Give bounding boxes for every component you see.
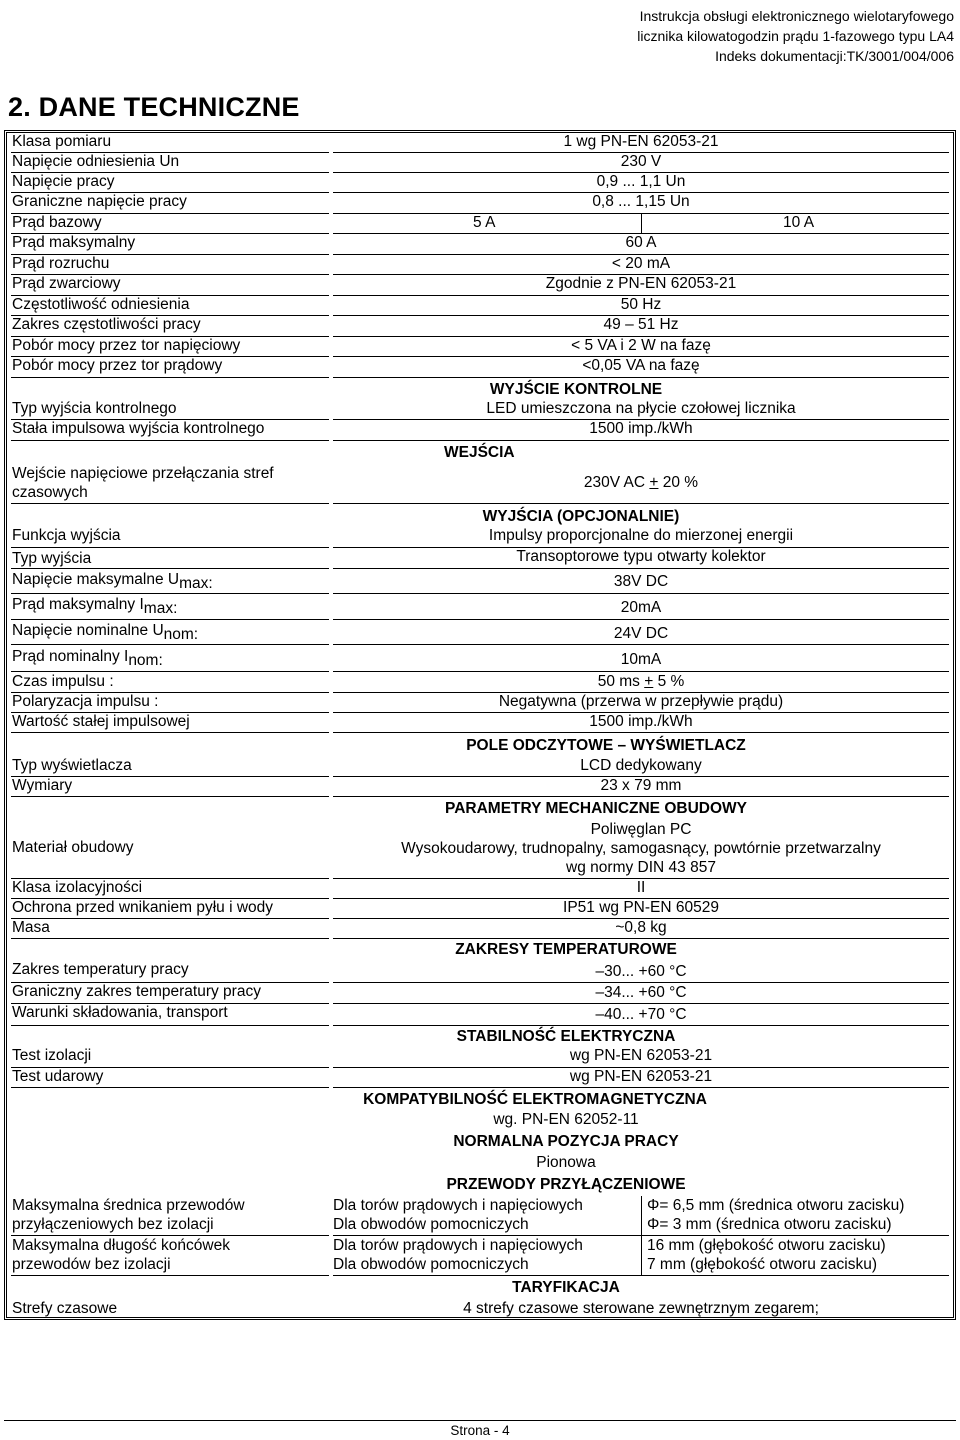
label-text: Napięcie maksymalne U bbox=[12, 571, 180, 588]
value-line-2: Wysokoudarowy, trudnopalny, samogasnący, powtórnie przetwarzalny bbox=[401, 840, 881, 857]
value: –30... +60 °C bbox=[333, 961, 949, 983]
value bbox=[333, 464, 949, 504]
row-srednica-przewodow bbox=[11, 1196, 949, 1236]
footer-divider bbox=[4, 1420, 956, 1421]
section-kompatybilnosc bbox=[333, 1091, 949, 1109]
value: 23 x 79 mm bbox=[333, 777, 949, 797]
value bbox=[333, 1236, 949, 1276]
value: 10mA bbox=[333, 645, 949, 672]
row-ochrona bbox=[11, 899, 949, 919]
row-prad-maksymalny-imax bbox=[11, 594, 949, 620]
value: 50 Hz bbox=[333, 296, 949, 316]
value: Transoptorowe typu otwarty kolektor bbox=[333, 548, 949, 569]
value: –40... +70 °C bbox=[333, 1004, 949, 1026]
row-napiecie-odniesienia bbox=[11, 153, 949, 173]
label bbox=[11, 569, 329, 594]
section-pole-odczytowe bbox=[333, 737, 949, 755]
section-title: WYJŚCIE KONTROLNE bbox=[489, 381, 663, 398]
section-parametry-mechaniczne bbox=[333, 800, 949, 818]
value: ~0,8 kg bbox=[333, 919, 949, 939]
row-prad-maksymalny bbox=[11, 234, 949, 255]
label: Klasa pomiaru bbox=[11, 133, 329, 153]
row-test-izolacji bbox=[11, 1047, 949, 1068]
value: < 20 mA bbox=[333, 255, 949, 275]
row-klasa-izolacyjnosci bbox=[11, 879, 949, 899]
label: Typ wyświetlacza bbox=[11, 757, 329, 777]
label: Masa bbox=[11, 919, 329, 939]
value: II bbox=[333, 879, 949, 899]
label: Typ wyjścia bbox=[11, 548, 329, 569]
row-material-obudowy bbox=[11, 820, 949, 879]
value bbox=[333, 214, 949, 234]
pozycja-wartosc bbox=[333, 1154, 949, 1172]
label bbox=[11, 1196, 329, 1236]
section-zakresy-temperaturowe bbox=[333, 941, 949, 959]
row-polaryzacja-impulsu bbox=[11, 693, 949, 713]
row-napiecie-pracy bbox=[11, 173, 949, 193]
label bbox=[11, 620, 329, 645]
label: Klasa izolacyjności bbox=[11, 879, 329, 899]
value-line-1: Poliwęglan PC bbox=[590, 821, 692, 838]
row-dlugosc-koncowek bbox=[11, 1236, 949, 1276]
label: Wymiary bbox=[11, 777, 329, 797]
label-subscript: nom: bbox=[128, 652, 163, 669]
row-prad-nominalny bbox=[11, 645, 949, 672]
label: Test udarowy bbox=[11, 1068, 329, 1088]
row-czas-impulsu bbox=[11, 673, 949, 693]
section-title: POLE ODCZYTOWE – WYŚWIETLACZ bbox=[466, 737, 746, 754]
row-napiecie-maksymalne bbox=[11, 569, 949, 594]
value: –34... +60 °C bbox=[333, 983, 949, 1004]
divider bbox=[641, 1196, 642, 1235]
row-prad-zwarciowy bbox=[11, 275, 949, 296]
value-main: 230V AC bbox=[583, 474, 650, 491]
value: IP51 wg PN-EN 60529 bbox=[333, 899, 949, 919]
label-line-2: przyłączeniowych bez izolacji bbox=[12, 1216, 214, 1233]
cell-obwody-value: 7 mm (głębokość otworu zacisku) bbox=[647, 1256, 877, 1273]
label-text: Prąd maksymalny I bbox=[12, 596, 144, 613]
section-title: STABILNOŚĆ ELEKTRYCZNA bbox=[456, 1028, 676, 1045]
value-tail: 5 % bbox=[653, 673, 685, 690]
label bbox=[11, 594, 329, 620]
label: Czas impulsu : bbox=[11, 673, 329, 693]
value: LCD dedykowany bbox=[333, 757, 949, 777]
label bbox=[11, 645, 329, 672]
label: Napięcie pracy bbox=[11, 173, 329, 193]
label: Prąd bazowy bbox=[11, 214, 329, 234]
value: 1 wg PN-EN 62053-21 bbox=[333, 133, 949, 153]
value: wg PN-EN 62053-21 bbox=[333, 1068, 949, 1088]
value: <0,05 VA na fazę bbox=[333, 357, 949, 378]
label: Zakres temperatury pracy bbox=[11, 961, 329, 983]
value: Pionowa bbox=[536, 1154, 596, 1171]
section-title: TARYFIKACJA bbox=[512, 1279, 620, 1296]
row-funkcja-wyjscia bbox=[11, 527, 949, 548]
row-strefy-czasowe bbox=[11, 1298, 949, 1320]
cell-tory-value: 16 mm (głębokość otworu zacisku) bbox=[647, 1237, 886, 1254]
cell-obwody-label: Dla obwodów pomocniczych bbox=[333, 1256, 529, 1273]
section-wyjscia-opcjonalnie bbox=[333, 508, 949, 526]
label: Zakres częstotliwości pracy bbox=[11, 316, 329, 337]
row-napiecie-nominalne bbox=[11, 620, 949, 645]
cell-tory-label: Dla torów prądowych i napięciowych bbox=[333, 1197, 583, 1214]
label: Napięcie odniesienia Un bbox=[11, 153, 329, 173]
cell-tory-label: Dla torów prądowych i napięciowych bbox=[333, 1237, 583, 1254]
plus-minus: + bbox=[649, 474, 659, 491]
value: wg. PN-EN 62052-11 bbox=[493, 1111, 639, 1128]
divider bbox=[641, 214, 642, 233]
header-line-2: licznika kilowatogodzin prądu 1-fazowego typu LA4 bbox=[637, 28, 954, 44]
page-title: 2. DANE TECHNICZNE bbox=[8, 92, 300, 122]
value: Zgodnie z PN-EN 62053-21 bbox=[333, 275, 949, 296]
value bbox=[333, 1196, 949, 1236]
value: 38V DC bbox=[333, 569, 949, 594]
row-pobor-napieciowy bbox=[11, 337, 949, 357]
row-warunki-skladowania bbox=[11, 1004, 949, 1026]
value: 24V DC bbox=[333, 620, 949, 645]
label: Materiał obudowy bbox=[11, 820, 329, 879]
section-title: WYJŚCIA (OPCJONALNIE) bbox=[482, 508, 680, 525]
label: Prąd zwarciowy bbox=[11, 275, 329, 296]
value: 230 V bbox=[333, 153, 949, 173]
row-klasa-pomiaru bbox=[11, 133, 949, 153]
row-zakres-temperatury-pracy bbox=[11, 961, 949, 983]
value: 20mA bbox=[333, 594, 949, 620]
label-text: Prąd nominalny I bbox=[12, 648, 129, 665]
header-line-3: Indeks dokumentacji:TK/3001/004/006 bbox=[715, 48, 954, 64]
section-title: NORMALNA POZYCJA PRACY bbox=[453, 1133, 679, 1150]
row-wejscie-napieciowe bbox=[11, 464, 949, 504]
row-prad-bazowy bbox=[11, 214, 949, 234]
section-title: KOMPATYBILNOŚĆ ELEKTROMAGNETYCZNA bbox=[363, 1091, 707, 1108]
value: 0,8 ... 1,15 Un bbox=[333, 193, 949, 214]
technical-data-table bbox=[4, 130, 956, 1320]
section-wejscia: WEJŚCIA bbox=[444, 444, 515, 461]
label: Prąd rozruchu bbox=[11, 255, 329, 275]
divider bbox=[641, 1236, 642, 1275]
row-test-udarowy bbox=[11, 1068, 949, 1088]
row-typ-wyswietlacza bbox=[11, 757, 949, 777]
value: 49 – 51 Hz bbox=[333, 316, 949, 337]
label: Prąd maksymalny bbox=[11, 234, 329, 255]
kompatybilnosc-norma bbox=[333, 1111, 949, 1129]
page-number: Strona - 4 bbox=[450, 1423, 510, 1438]
value: 1500 imp./kWh bbox=[333, 420, 949, 441]
section-title: PARAMETRY MECHANICZNE OBUDOWY bbox=[445, 800, 747, 817]
value: 0,9 ... 1,1 Un bbox=[333, 173, 949, 193]
value bbox=[333, 673, 949, 693]
label: Stała impulsowa wyjścia kontrolnego bbox=[11, 420, 329, 441]
value: wg PN-EN 62053-21 bbox=[333, 1047, 949, 1068]
value: < 5 VA i 2 W na fazę bbox=[333, 337, 949, 357]
section-przewody bbox=[333, 1176, 949, 1194]
section-pozycja-pracy bbox=[333, 1133, 949, 1151]
label: Funkcja wyjścia bbox=[11, 527, 329, 548]
section-title: ZAKRESY TEMPERATUROWE bbox=[455, 941, 677, 958]
label: Wartość stałej impulsowej bbox=[11, 713, 329, 733]
label: Polaryzacja impulsu : bbox=[11, 693, 329, 713]
value: 60 A bbox=[333, 234, 949, 255]
label bbox=[11, 1236, 329, 1276]
row-prad-rozruchu bbox=[11, 255, 949, 275]
label-line-1: Wejście napięciowe przełączania stref bbox=[12, 465, 274, 482]
label-line-1: Maksymalna średnica przewodów bbox=[12, 1197, 245, 1214]
label-line-2: przewodów bez izolacji bbox=[12, 1256, 171, 1273]
label: Graniczny zakres temperatury pracy bbox=[11, 983, 329, 1004]
row-wymiary bbox=[11, 777, 949, 797]
value-a: 5 A bbox=[473, 214, 496, 231]
cell-obwody-label: Dla obwodów pomocniczych bbox=[333, 1216, 529, 1233]
row-graniczne-napiecie bbox=[11, 193, 949, 214]
section-stabilnosc-elektryczna bbox=[333, 1028, 949, 1046]
value bbox=[333, 820, 949, 879]
header-line-1: Instrukcja obsługi elektronicznego wielotaryfowego bbox=[639, 8, 954, 24]
label: Pobór mocy przez tor napięciowy bbox=[11, 337, 329, 357]
value: Negatywna (przerwa w przepływie prądu) bbox=[333, 693, 949, 713]
row-typ-wyjscia-kontrolnego bbox=[11, 400, 949, 420]
label-line-2: czasowych bbox=[12, 484, 88, 501]
value-line-3: wg normy DIN 43 857 bbox=[566, 859, 716, 876]
row-graniczny-zakres-temperatury bbox=[11, 983, 949, 1004]
value: Impulsy proporcjonalne do mierzonej energii bbox=[333, 527, 949, 548]
document-header bbox=[637, 6, 954, 66]
row-pobor-pradowy bbox=[11, 357, 949, 378]
value-main: 50 ms bbox=[597, 673, 645, 690]
row-masa bbox=[11, 919, 949, 939]
label: Pobór mocy przez tor prądowy bbox=[11, 357, 329, 378]
value: LED umieszczona na płycie czołowej licznika bbox=[333, 400, 949, 420]
row-czestotliwosc bbox=[11, 296, 949, 316]
plus-minus: + bbox=[644, 673, 654, 690]
row-zakres-czestotliwosci bbox=[11, 316, 949, 337]
cell-tory-value: Φ= 6,5 mm (średnica otworu zacisku) bbox=[647, 1197, 905, 1214]
section-taryfikacja bbox=[333, 1279, 949, 1297]
label-text: Napięcie nominalne U bbox=[12, 622, 164, 639]
row-wartosc-stalej bbox=[11, 713, 949, 733]
row-stala-impulsowa bbox=[11, 420, 949, 441]
label: Typ wyjścia kontrolnego bbox=[11, 400, 329, 420]
value: 1500 imp./kWh bbox=[333, 713, 949, 733]
label: Ochrona przed wnikaniem pyłu i wody bbox=[11, 899, 329, 919]
value-b: 10 A bbox=[783, 214, 815, 231]
value: 4 strefy czasowe sterowane zewnętrznym zegarem; bbox=[463, 1300, 819, 1317]
label: Test izolacji bbox=[11, 1047, 329, 1068]
section-wyjscie-kontrolne bbox=[333, 381, 949, 399]
label: Strefy czasowe bbox=[12, 1300, 118, 1317]
label: Graniczne napięcie pracy bbox=[11, 193, 329, 214]
value-tail: 20 % bbox=[658, 474, 699, 491]
cell-obwody-value: Φ= 3 mm (średnica otworu zacisku) bbox=[647, 1216, 892, 1233]
label bbox=[11, 464, 329, 504]
label: Warunki składowania, transport bbox=[11, 1004, 329, 1026]
label-subscript: max: bbox=[143, 600, 178, 617]
label-line-1: Maksymalna długość końcówek bbox=[12, 1237, 230, 1254]
label: Częstotliwość odniesienia bbox=[11, 296, 329, 316]
label-subscript: nom: bbox=[163, 626, 199, 643]
label-subscript: max: bbox=[179, 575, 213, 592]
row-typ-wyjscia bbox=[11, 548, 949, 569]
section-title: PRZEWODY PRZYŁĄCZENIOWE bbox=[446, 1176, 686, 1193]
